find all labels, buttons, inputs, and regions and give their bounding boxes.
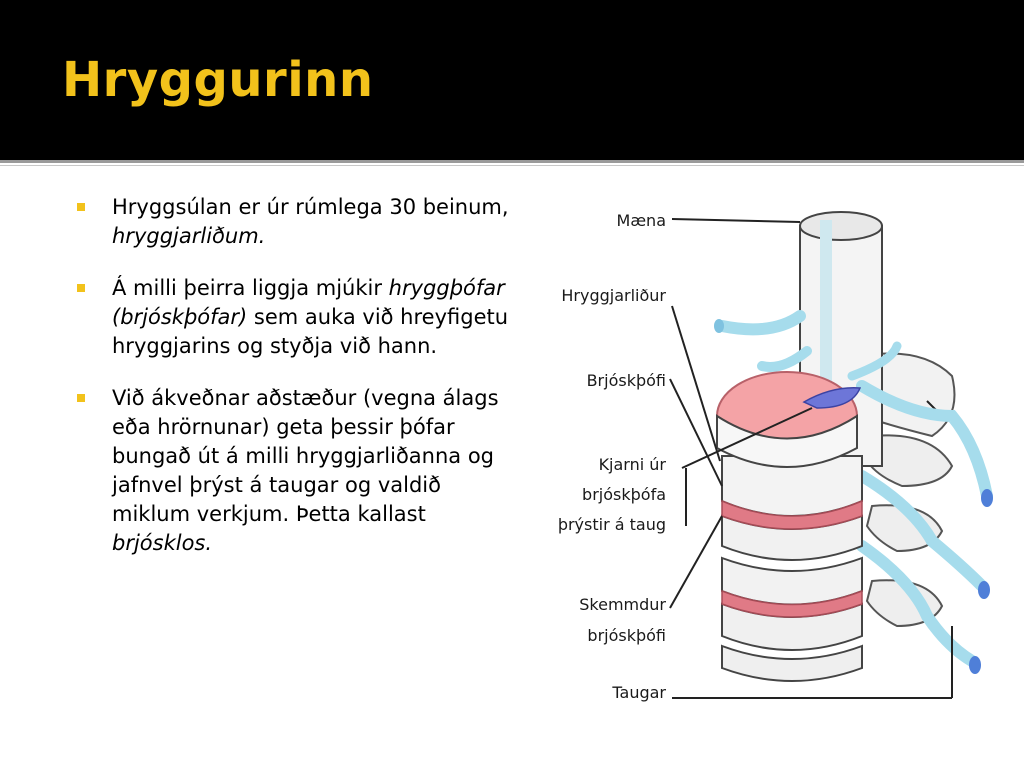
title-divider-thin bbox=[0, 165, 1024, 166]
label-kjarni-line-1: Kjarni úr bbox=[598, 455, 666, 474]
spine-diagram bbox=[532, 186, 1024, 716]
bullet-text-italic: hryggjarliðum. bbox=[112, 224, 266, 248]
title-divider bbox=[0, 160, 1024, 163]
bullet-square-icon bbox=[77, 284, 85, 292]
bullet-square-icon bbox=[77, 394, 85, 402]
bullet-text: sem auka við hreyfigetu hryggjarins og styðja við hann. bbox=[112, 305, 509, 358]
label-kjarni-line-2: brjóskþófa bbox=[582, 485, 666, 504]
bullet-item bbox=[74, 274, 522, 361]
label-maena: Mæna bbox=[616, 211, 666, 230]
spine-illustration bbox=[532, 186, 1024, 716]
vertebral-bodies bbox=[722, 456, 862, 681]
title-bar bbox=[0, 0, 1024, 160]
bullet-list bbox=[74, 193, 522, 581]
bullet-text-italic: hryggþófar (brjóskþófar) bbox=[112, 276, 505, 329]
label-hryggjarlidur: Hryggjarliður bbox=[561, 286, 666, 305]
bullet-text: Við ákveðnar aðstæður (vegna álags eða hrörnunar) geta þessir þófar bungað út á milli hryggjarliðanna og jafnvel þrýst á taugar og valdið miklum verkjum. Þetta kallast bbox=[112, 386, 499, 526]
bullet-square-icon bbox=[77, 203, 85, 211]
label-skemmdur-line-1: Skemmdur bbox=[579, 595, 666, 614]
label-kjarni-line-3: þrýstir á taug bbox=[557, 515, 666, 534]
bullet-item bbox=[74, 384, 522, 558]
slide-title: Hryggurinn bbox=[62, 52, 374, 108]
bullet-text: Hryggsúlan er úr rúmlega 30 beinum, bbox=[112, 195, 509, 219]
label-brjoskthofi: Brjóskþófi bbox=[586, 371, 666, 390]
label-taugar: Taugar bbox=[612, 683, 666, 702]
bullet-text: Á milli þeirra liggja mjúkir bbox=[112, 276, 389, 300]
label-skemmdur-line-2: brjóskþófi bbox=[587, 626, 666, 645]
bullet-item bbox=[74, 193, 522, 251]
bullet-text-italic: brjósklos. bbox=[112, 531, 213, 555]
